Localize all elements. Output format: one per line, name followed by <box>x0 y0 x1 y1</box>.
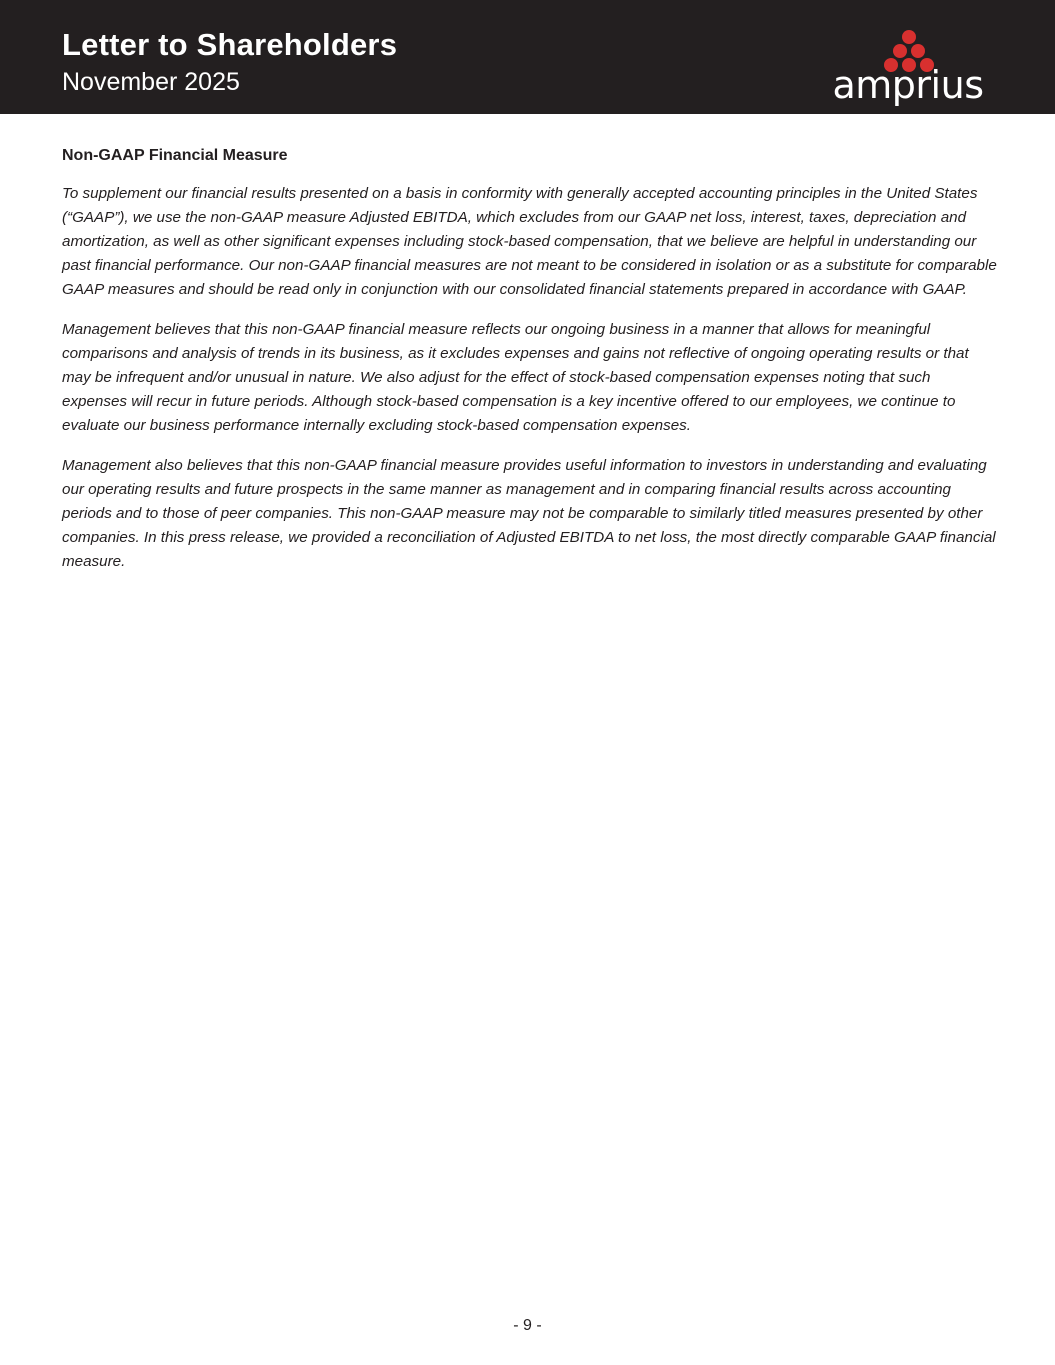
section-heading: Non-GAAP Financial Measure <box>62 147 288 164</box>
paragraph-supplement: To supplement our financial results presented on a basis in conformity with generally accepted accounting principles in the United States (“GAAP”), we use the non-GAAP measure Adjusted EBITDA, which excludes from our GAAP net loss, interest, taxes, depreciation and amortization, as well as other significant expenses including stock-based compensation, that we believe are helpful in understanding our past financial performance. Our non-GAAP financial measures are not meant to be considered in isolation or as a substitute for comparable GAAP measures and should be read only in conjunction with our consolidated financial statements prepared in accordance with GAAP. <box>62 185 997 298</box>
paragraph-management-belief: Management believes that this non-GAAP financial measure reflects our ongoing business in a manner that allows for meaningful comparisons and analysis of trends in its business, as it excludes expenses and gains not reflective of ongoing operating results or that may be infrequent and/or unusual in nature. We also adjust for the effect of stock-based compensation expenses noting that such expenses will recur in future periods. Although stock-based compensation is a key incentive offered to our employees, we continue to evaluate our business performance internally excluding stock-based compensation expenses. <box>62 321 969 434</box>
paragraph-management-useful-info: Management also believes that this non-GAAP financial measure provides useful information to investors in understanding and evaluating our operating results and future prospects in the same manner as management and in comparing financial results across accounting periods and to those of peer companies. This non-GAAP measure may not be comparable to similarly titled measures presented by other companies. In this press release, we provided a reconciliation of Adjusted EBITDA to net loss, the most directly comparable GAAP financial measure. <box>62 457 996 570</box>
amprius-logo <box>820 26 996 107</box>
main-content <box>62 145 997 590</box>
logo-dot <box>893 44 907 58</box>
logo-dot <box>911 44 925 58</box>
page-number: - 9 - <box>513 1317 542 1334</box>
logo-wordmark: amprius <box>832 63 984 107</box>
letter-date: November 2025 <box>62 68 240 96</box>
page-header <box>0 0 1055 114</box>
letter-title: Letter to Shareholders <box>62 27 398 62</box>
logo-dot <box>902 30 916 44</box>
